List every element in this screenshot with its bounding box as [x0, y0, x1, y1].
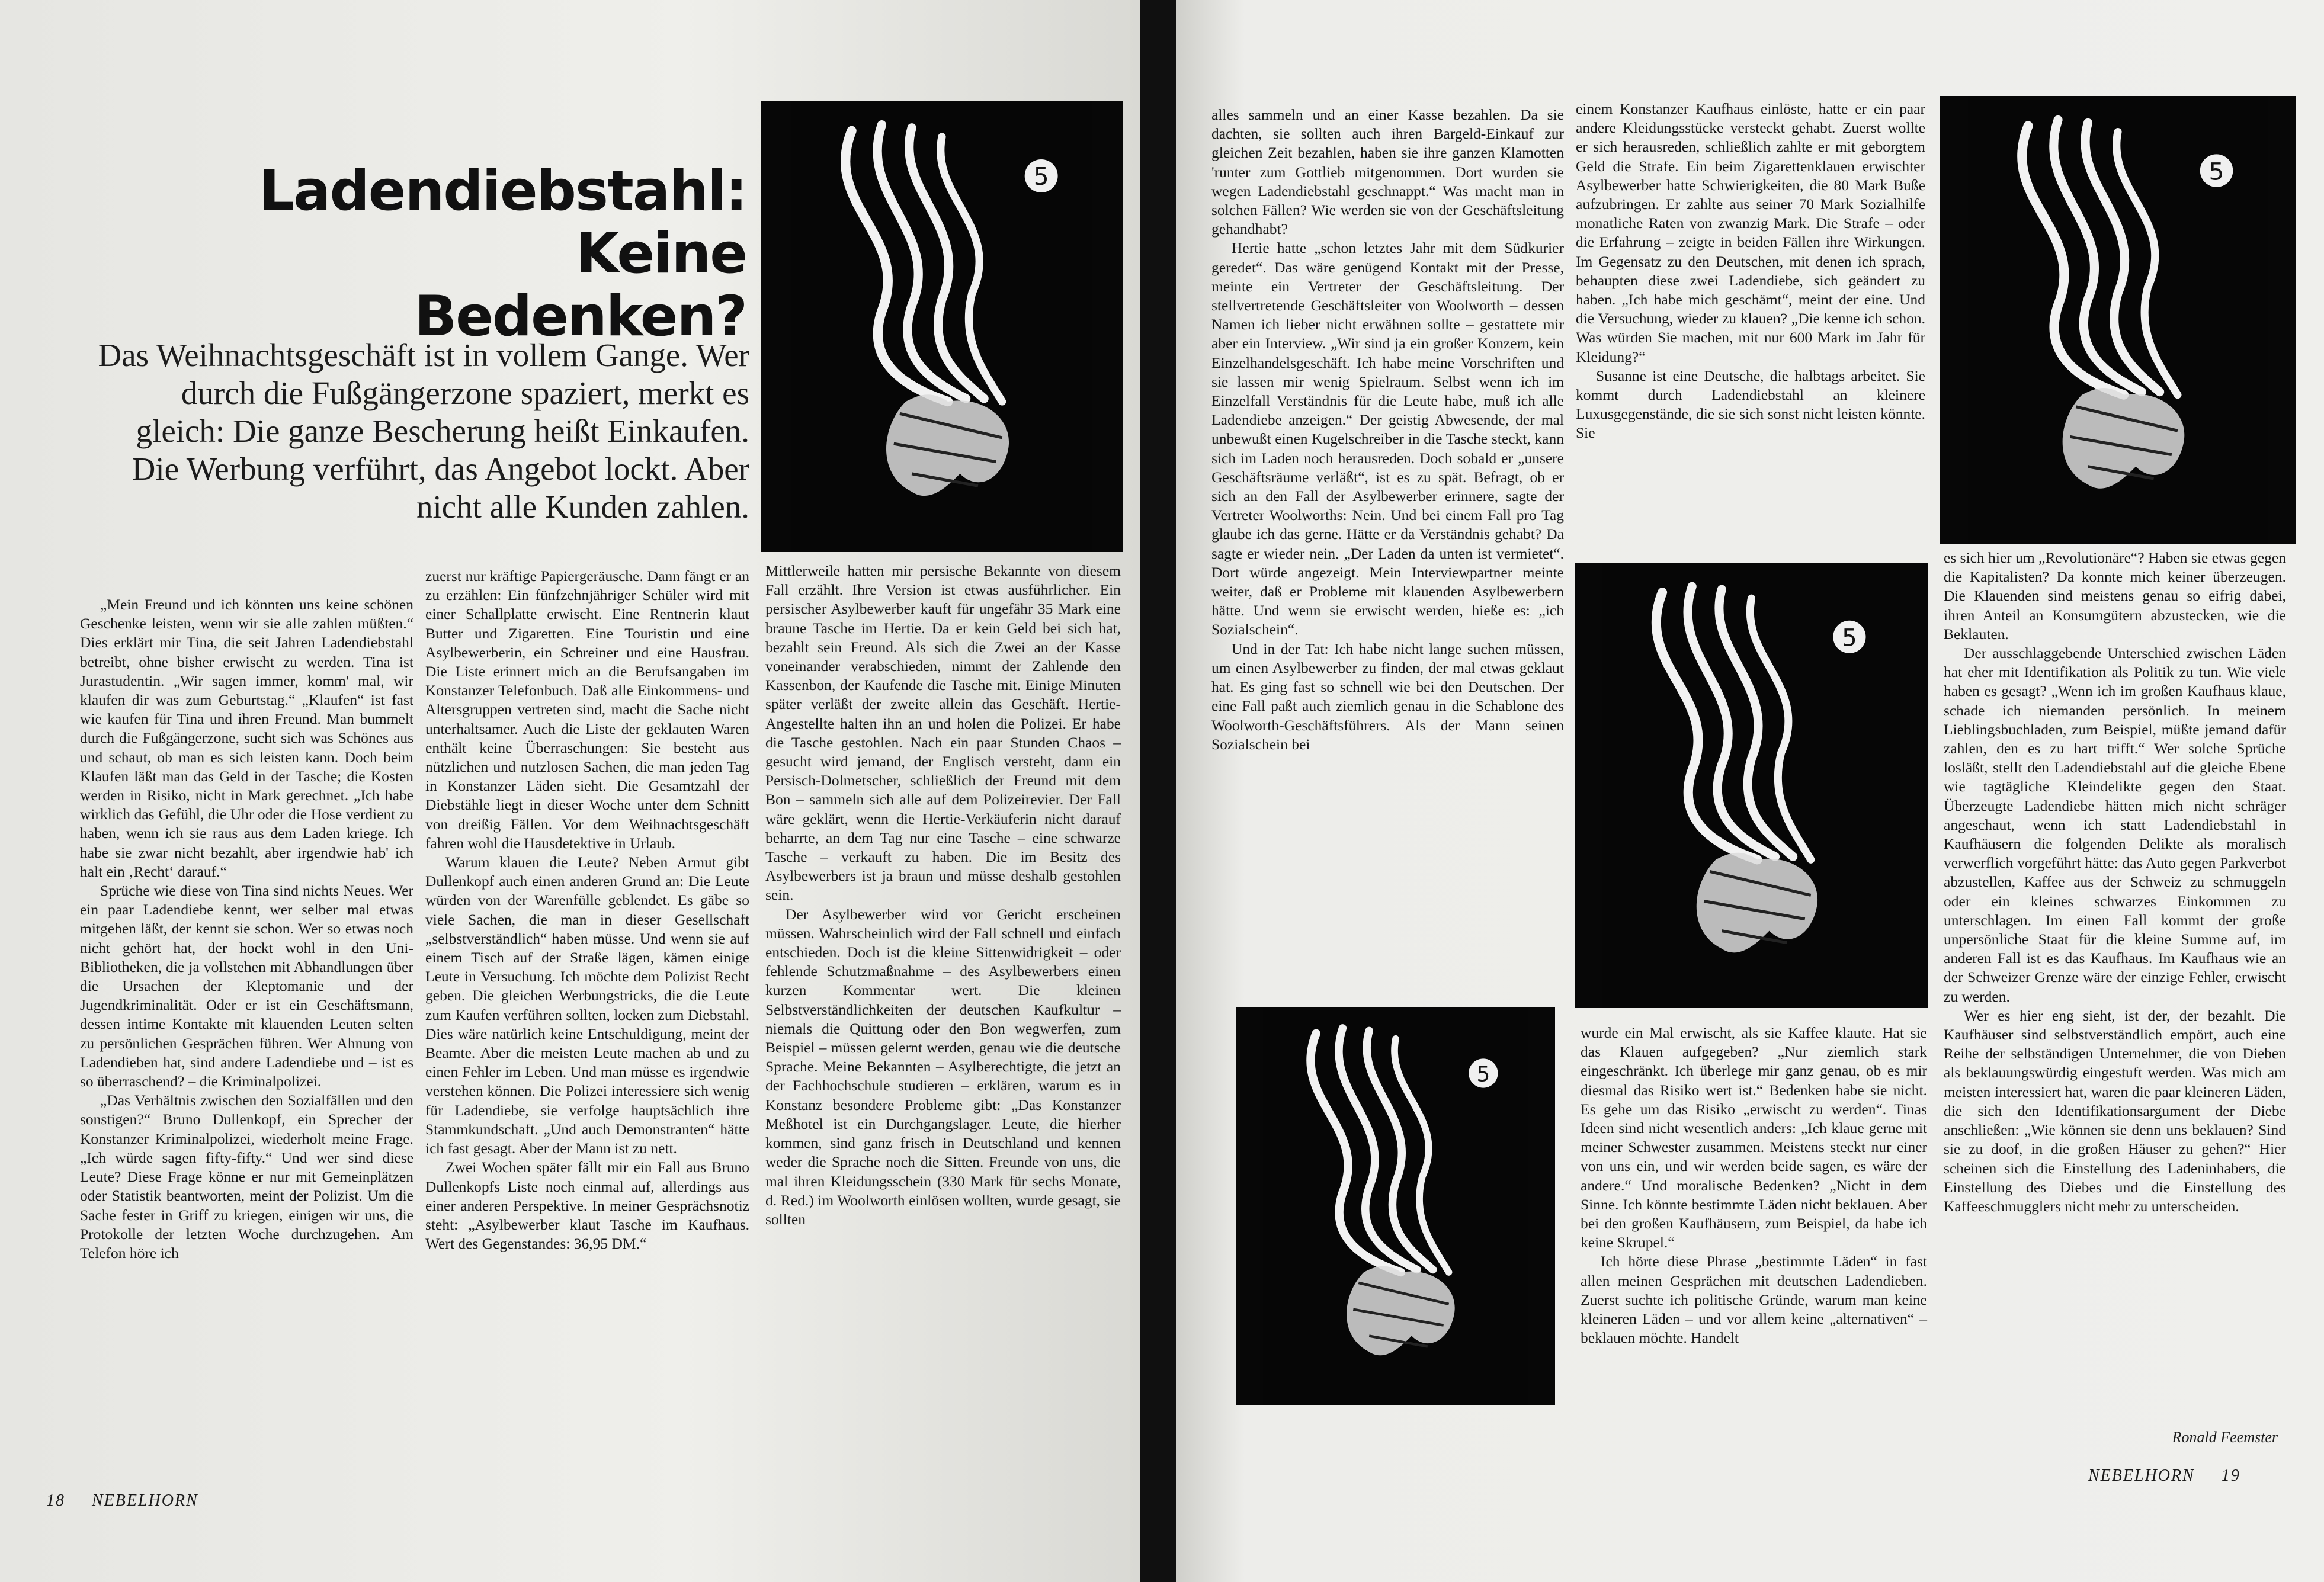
- paragraph: Warum klauen die Leute? Neben Armut gibt Dullenkopf auch einen anderen Grund an: Die Leute würden von der Warenfülle geblendet. Es gäbe so viele Sachen, die man in dieser Gesellschaft „selbstverständlich“ haben müsse. Und wenn sie auf einem Tisch auf der Straße lägen, kämen einige Leute in Versuchung. Ich möchte dem Polizist Recht geben. Die gleichen Werbungstricks, die die Leute zum Kaufen verführen sollten, locken zum Diebstahl. Dies wäre natürlich keine Entschuldigung, meint der Beamte. Aber die meisten Leute machen ab und zu einen Fehler im Leben. Und man müsse es irgendwie verstehen können. Die Polizei interessiere sich wenig für Ladendiebe, sie verfolge hauptsächlich ihre Stammkundschaft. „Und auch Demonstranten“ hätte ich fast gesagt. Aber der Mann ist zu nett.: [425, 853, 749, 1157]
- magazine-name-right: NEBELHORN: [2088, 1467, 2195, 1485]
- column-5-bottom: [1581, 1023, 1927, 1347]
- illustration-hand-icon: [761, 101, 1123, 552]
- right-page: [1176, 0, 2324, 1582]
- page-number-right: 19: [2221, 1467, 2240, 1485]
- paragraph: Hertie hatte „schon letztes Jahr mit dem Südkurier geredet“. Das wäre genügend Kontakt mit der Presse, meinte ein Vertreter der Geschäftsleitung. Der stellvertretende Geschäftsleiter von Woolworth – dessen Namen ich lieber nicht erwähnen sollte – gestattete mir aber ein Interview. „Wir sind ja ein großer Konzern, kein Einzelhandelsgeschäft. Ich habe meine Vorschriften und sie lassen mir wenig Spielraum. Selbst wenn ich im Einzelfall Verständnis für die Leute habe, muß ich alle Ladendiebe anzeigen.“ Der geistig Abwesende, der mal unbewußt einen Kugelschreiber in die Tasche steckt, kann sich im Laden noch herausreden. Doch sobald er „unsere Geschäftsräume verläßt“, ist es zu spät. Befragt, ob er sich an den Fall der Asylbewerber erinnere, sagte der Vertreter Woolworths: Nein. Und bei einem Fall pro Tag glaube ich das gerne. Hätte er da Verständnis gehabt? Da sagte er wieder nein. „Der Laden da unten ist vermietet“. Dort würde angezeigt. Mein Interviewpartner meinte weiter, daß er Probleme mit klauenden Asylbewerbern hätte. Und wenn sie erwischt werden, hieße es: „ich Sozialschein“.: [1211, 239, 1564, 638]
- article-title: [237, 160, 746, 348]
- left-page: [0, 0, 1140, 1582]
- spine-gutter: [1140, 0, 1176, 1582]
- illustration-hand-icon: [1236, 1007, 1555, 1405]
- paragraph: „Mein Freund und ich könnten uns keine schönen Geschenke leisten, wenn wir sie alle zahlen müßten.“ Dies erklärt mir Tina, die seit Jahren Ladendiebstahl betreibt, ohne bisher erwischt zu werden. Tina ist Jurastudentin. „Wir sagen immer, komm' mal, wir klaufen dir was zum Geburtstag.“ „Klaufen“ ist fast wie kaufen für Tina und ihren Freund. Man bummelt durch die Fußgängerzone, sucht sich was Schönes aus und schaut, ob man es sich leisten kann. Doch beim Klaufen läßt man das Geld in der Tasche; die Kosten werden in Risiko, nicht in Mark gerechnet. „Ich habe wirklich das Gefühl, die Uhr oder die Hose verdient zu haben, wenn ich sie raus aus dem Laden kriege. Ich habe sie zwar nicht bezahlt, aber irgendwie hab' ich halt ein ‚Recht‘ darauf.“: [80, 596, 413, 880]
- paragraph: zuerst nur kräftige Papiergeräusche. Dann fängt er an zu erzählen: Ein fünfzehnjähriger Schüler wird mit einer Schallplatte erwischt. Eine Rentnerin klaut Butter und Zigaretten. Eine Touristin und eine Asylbewerberin, ein Schreiner und eine Hausfrau. Die Liste erinnert mich an die Berufsangaben im Konstanzer Telefonbuch. Daß alle Einkommens- und Altersgruppen vertreten sind, macht die Sache nicht unterhaltsamer. Auch die Liste der geklauten Waren enthält keine Überraschungen: Sie besteht aus nützlichen und nutzlosen Sachen, die man jeden Tag in Konstanzer Läden sieht. Die Gesamtzahl der Diebstähle liegt in dieser Woche unter dem Schnitt von dreißig Fällen. Vor dem Weihnachtsgeschäft fahren wohl die Hausdetektive in Urlaub.: [425, 567, 749, 852]
- column-1: [80, 595, 413, 1263]
- paragraph: alles sammeln und an einer Kasse bezahlen. Da sie dachten, sie sollten auch ihren Bargeld-Einkauf zur gleichen Zeit bezahlen, haben sie ihre ganzen Klamotten 'runter zum Gottlieb mitgenommen. Dort wurden sie wegen Ladendiebstahl geschnappt.“ Was macht man in solchen Fällen? Wie werden sie von der Geschäftsleitung gehandhabt?: [1211, 106, 1564, 238]
- page-number-left: 18: [46, 1491, 65, 1510]
- column-4: [1211, 105, 1564, 754]
- column-2: [425, 567, 749, 1253]
- article-lede: Das Weihnachtsgeschäft ist in vollem Gange. Wer durch die Fußgängerzone spaziert, merkt es gleich: Die ganze Bescherung heißt Einkaufen. Die Werbung verführt, das Angebot lockt. Aber nicht alle Kunden zahlen.: [98, 337, 749, 525]
- column-6: [1944, 548, 2286, 1216]
- paragraph: Susanne ist eine Deutsche, die halbtags arbeitet. Sie kommt durch Ladendiebstahl an kleinere Luxusgegenstände, die sie sich sonst nicht leisten könnte. Sie: [1576, 367, 1925, 442]
- illustration-photo-4: [1236, 1007, 1555, 1405]
- paragraph: „Das Verhältnis zwischen den Sozialfällen und den sonstigen?“ Bruno Dullenkopf, ein Sprecher der Konstanzer Kriminalpolizei, wiederholt meine Frage. „Ich würde sagen fifty-fifty.“ Und wer sind diese Leute? Diese Frage könne er nur mit Gemeinplätzen oder Statistik beantworten, meint der Polizist. Um die Sache fester in Griff zu kriegen, einigen wir uns, die Protokolle der letzten Woche durchzugehen. Am Telefon höre ich: [80, 1092, 413, 1262]
- paragraph: Zwei Wochen später fällt mir ein Fall aus Bruno Dullenkopfs Liste noch einmal auf, allerdings aus einer anderen Perspektive. In meiner Gesprächsnotiz steht: „Asylbewerber klaut Tasche im Kaufhaus. Wert des Gegenstandes: 36,95 DM.“: [425, 1159, 749, 1253]
- magazine-name-left: NEBELHORN: [92, 1491, 198, 1510]
- folio-right: [2088, 1467, 2240, 1485]
- author-byline: Ronald Feemster: [2172, 1429, 2278, 1446]
- article-title-line2: Keine Bedenken?: [414, 222, 746, 349]
- paragraph: Mittlerweile hatten mir persische Bekannte von diesem Fall erzählt. Ihre Version ist etwas ausführlicher. Ein persischer Asylbewerber kauft für ungefähr 35 Mark eine braune Tasche im Hertie. Da er kein Geld bei sich hat, bezahlt sein Freund. Als sich die Zwei an der Kasse voneinander verabschieden, nimmt der Zahlende den Kassenbon, der Kaufende die Tasche mit. Einige Minuten später verläßt der zweite allein das Geschäft. Hertie-Angestellte halten ihn an und holen die Polizei. Er habe die Tasche gestohlen. Nach ein paar Stunden Chaos – gesucht wird jemand, der Englisch versteht, dann ein Persisch-Dolmetscher, schließlich der Freund mit dem Bon – sammeln sich alle auf dem Polizeirevier. Der Fall wäre geklärt, wenn die Hertie-Verkäuferin nicht darauf beharrte, an dem Tag nur eine Tasche – eine schwarze Tasche – verkauft zu haben. Die im Besitz des Asylbewerbers ist ja braun und müsse deshalb gestohlen sein.: [765, 562, 1121, 904]
- illustration-photo-1: [761, 101, 1123, 552]
- illustration-hand-icon: [1575, 563, 1928, 1008]
- column-5-top: [1576, 100, 1925, 443]
- paragraph: Wer es hier eng sieht, ist der, der bezahlt. Die Kaufhäuser sind selbstverständlich empört, auch eine Reihe der selbständigen Unternehmer, die von Dieben als beklauungswürdig eingestuft werden. Was mich am meisten interessiert hat, waren die paar kleineren Läden, die sich den Identifikationsargument der Diebe anschließen: „Wie können sie denn uns beklauen? Sind sie zu doof, in die großen Häuser zu gehen?“ Hier scheinen sich die Einstellung des Ladeninhabers, die Einstellung des Diebes und die Einstellung des Kaffeeschmugglers nicht mehr zu unterscheiden.: [1944, 1006, 2286, 1215]
- article-title-line1: Ladendiebstahl:: [259, 159, 746, 223]
- illustration-hand-icon: [1940, 96, 2296, 544]
- illustration-photo-2: [1940, 96, 2296, 544]
- paragraph: einem Konstanzer Kaufhaus einlöste, hatte er ein paar andere Kleidungsstücke versteckt gehabt. Zuerst wollte er sich herausreden, schließlich zahlte er mit geborgtem Geld die Strafe. Ein beim Zigarettenklauen erwischter Asylbewerber hatte Schwierigkeiten, die 80 Mark Buße aufzubringen. Er zahlte aus seiner 70 Mark Sozialhilfe monatliche Raten von zwanzig Mark. Die Strafe – oder die Erfahrung – zeigte in beiden Fällen ihre Wirkungen. Im Gegensatz zu den Deutschen, mit denen ich sprach, behaupten diese zwei Ladendiebe, sich geändert zu haben. „Ich habe mich geschämt“, meint der eine. Und die Versuchung, wieder zu klauen? „Die kenne ich schon. Was würden Sie machen, mit nur 600 Mark im Jahr für Kleidung?“: [1576, 100, 1925, 365]
- paragraph: wurde ein Mal erwischt, als sie Kaffee klaute. Hat sie das Klauen aufgegeben? „Nur ziemlich stark eingeschränkt. Ich überlege mir ganz genau, ob es mir diesmal das Risiko wert ist.“ Bedenken habe sie nicht. Es gehe um das Risiko „erwischt zu werden“. Tinas Ideen sind nicht wesentlich anders: „Ich klaue gerne mit meiner Schwester zusammen. Meistens steckt nur einer von uns ein, und wir werden beide sagen, es wäre der andere.“ Und moralische Bedenken? „Nicht in dem Sinne. Ich könnte bestimmte Läden nicht beklauen. Aber bei den großen Kaufhäusern, zum Beispiel, da habe ich keine Skrupel.“: [1581, 1024, 1927, 1252]
- paragraph: Der ausschlaggebende Unterschied zwischen Läden hat eher mit Identifikation als Politik zu tun. Wie viele haben es gesagt? „Wenn ich im großen Kaufhaus klaue, schade ich niemanden persönlich. In meinem Lieblingsbuchladen, zum Beispiel, müßte jemand dafür zahlen, den es zu hart trifft.“ Wer solche Sprüche losläßt, stellt den Ladendiebstahl auf die gleiche Ebene wie tagtägliche Kleindelikte gegen den Staat. Überzeugte Ladendiebe hätten mich nicht schräger angeschaut, wenn ich statt Ladendiebstahl in Kaufhäusern die folgenden Delikte als moralisch verwerflich vorgeführt hätte: das Auto gegen Parkverbot abzustellen, Kaffee aus der Schweiz zu schmuggeln oder ein kleines schwarzes Einkommen zu unterschlagen. Im einen Fall kommt der große unpersönliche Staat für die kleine Summe auf, im anderen Fall ist es das Kaufhaus. Im Kaufhaus wie an der Schweizer Grenze wäre der einzige Fehler, erwischt zu werden.: [1944, 644, 2286, 1005]
- paragraph: Und in der Tat: Ich habe nicht lange suchen müssen, um einen Asylbewerber zu finden, der mal etwas geklaut hat. Es ging fast so schnell wie bei den Deutschen. Der eine Fall paßt auch ziemlich genau in die Schablone des Woolworth-Geschäftsführers. Als der Mann seinen Sozialschein bei: [1211, 640, 1564, 753]
- illustration-photo-3: [1575, 563, 1928, 1008]
- paragraph: Ich hörte diese Phrase „bestimmte Läden“ in fast allen meinen Gesprächen mit deutschen Ladendieben. Zuerst suchte ich politische Gründe, warum man keine kleineren Läden – und vor allem keine „alternativen“ – beklauen möchte. Handelt: [1581, 1253, 1927, 1347]
- folio-left: [46, 1491, 198, 1510]
- paragraph: Sprüche wie diese von Tina sind nichts Neues. Wer ein paar Ladendiebe kennt, wer selber mal etwas mitgehen läßt, der kennt sie schon. Wer so etwas noch nicht gehört hat, der hockt wohl in den Uni-Bibliotheken, die ja vollstehen mit Abhandlungen über die Ursachen der Kleptomanie und der Jugendkriminalität. Oder er ist ein Geschäftsmann, dessen intime Kontakte mit klauenden Leuten selten zu persönlichen Gesprächen führen. Wer Ahnung von Ladendieben hat, sind andere Ladendiebe und – ist es so überraschend? – die Kriminalpolizei.: [80, 882, 413, 1090]
- paragraph: es sich hier um „Revolutionäre“? Haben sie etwas gegen die Kapitalisten? Da konnte mich keiner überzeugen. Die Klauenden sind meistens genau so eifrig dabei, ihren Anteil an Konsumgütern abzustecken, wie die Beklauten.: [1944, 549, 2286, 643]
- column-3: [765, 561, 1121, 1229]
- paragraph: Der Asylbewerber wird vor Gericht erscheinen müssen. Wahrscheinlich wird der Fall schnell und einfach entschieden. Doch ist die kleine Sittenwidrigkeit – oder fehlende Schutzmaßnahme – des Asylbewerbers einen kurzen Kommentar wert. Die kleinen Selbstverständlichkeiten der deutschen Kaufkultur – niemals die Quittung oder den Bon wegwerfen, zum Beispiel – müssen gelernt werden, genau wie die deutsche Sprache. Meine Bekannten – Asylberechtigte, die jetzt an der Fachhochschule studieren – erklären, warum es in Konstanz besondere Probleme gibt: „Das Konstanzer Meßhotel ist ein Durchgangslager. Leute, die hierher kommen, sind ganz frisch in Deutschland und kennen weder die Sprache noch die Sitten. Freunde von uns, die mal ihren Kleidungsschein (330 Mark für sechs Monate, d. Red.) im Woolworth einlösen wollten, wurde gesagt, sie sollten: [765, 905, 1121, 1228]
